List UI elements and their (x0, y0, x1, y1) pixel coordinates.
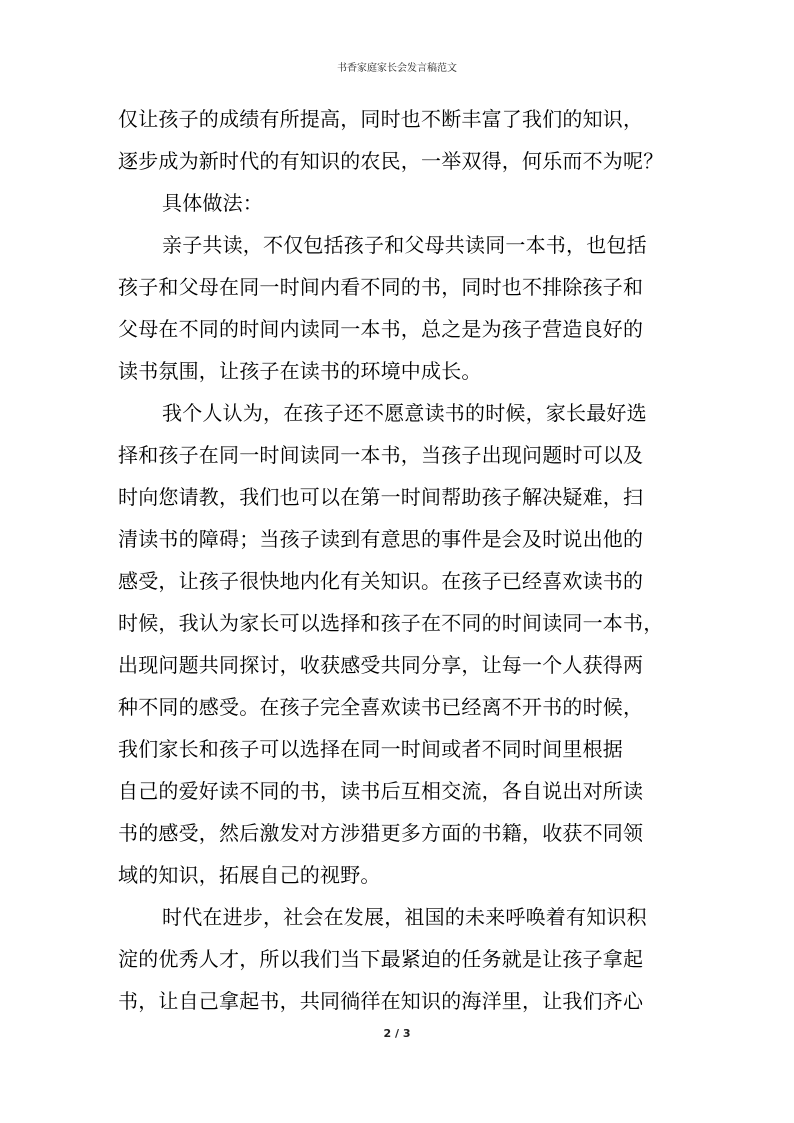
page-number: 2 / 3 (383, 1027, 411, 1040)
text-line: 读书氛围，让孩子在读书的环境中成长。 (118, 359, 482, 383)
text-line: 自己的爱好读不同的书，读书后互相交流，各自说出对所读 (118, 779, 644, 803)
text-line: 我们家长和孩子可以选择在同一时间或者不同时间里根据 (118, 737, 623, 761)
text-line: 择和孩子在同一时间读同一本书，当孩子出现问题时可以及 (118, 443, 644, 467)
paragraph-heading: 具体做法： (162, 191, 263, 215)
text-line: 书，让自己拿起书，共同徜徉在知识的海洋里，让我们齐心 (118, 989, 644, 1013)
paragraph-start-line: 我个人认为，在孩子还不愿意读书的时候，家长最好选 (162, 401, 647, 425)
text-line: 父母在不同的时间内读同一本书，总之是为孩子营造良好的 (118, 317, 644, 341)
text-line: 感受，让孩子很快地内化有关知识。在孩子已经喜欢读书的 (118, 569, 644, 593)
text-line: 逐步成为新时代的有知识的农民，一举双得，何乐而不为呢？ (118, 149, 664, 173)
text-line: 仅让孩子的成绩有所提高，同时也不断丰富了我们的知识， (118, 107, 644, 131)
paragraph-start-line: 时代在进步，社会在发展，祖国的未来呼唤着有知识积 (162, 905, 647, 929)
text-line: 书的感受，然后激发对方涉猎更多方面的书籍，收获不同领 (118, 821, 644, 845)
text-line: 时向您请教，我们也可以在第一时间帮助孩子解决疑难，扫 (118, 485, 644, 509)
text-line: 时候，我认为家长可以选择和孩子在不同的时间读同一本书， (118, 611, 664, 635)
text-line: 淀的优秀人才，所以我们当下最紧迫的任务就是让孩子拿起 (118, 947, 644, 971)
paragraph-start-line: 亲子共读，不仅包括孩子和父母共读同一本书，也包括 (162, 233, 647, 257)
text-line: 清读书的障碍；当孩子读到有意思的事件是会及时说出他的 (118, 527, 644, 551)
document-body (118, 98, 698, 1022)
text-line: 种不同的感受。在孩子完全喜欢读书已经离不开书的时候， (118, 695, 644, 719)
text-line: 出现问题共同探讨，收获感受共同分享，让每一个人获得两 (118, 653, 644, 677)
text-line: 域的知识，拓展自己的视野。 (118, 863, 381, 887)
page-header-title: 书香家庭家长会发言稿范文 (337, 63, 457, 74)
text-line: 孩子和父母在同一时间内看不同的书，同时也不排除孩子和 (118, 275, 644, 299)
